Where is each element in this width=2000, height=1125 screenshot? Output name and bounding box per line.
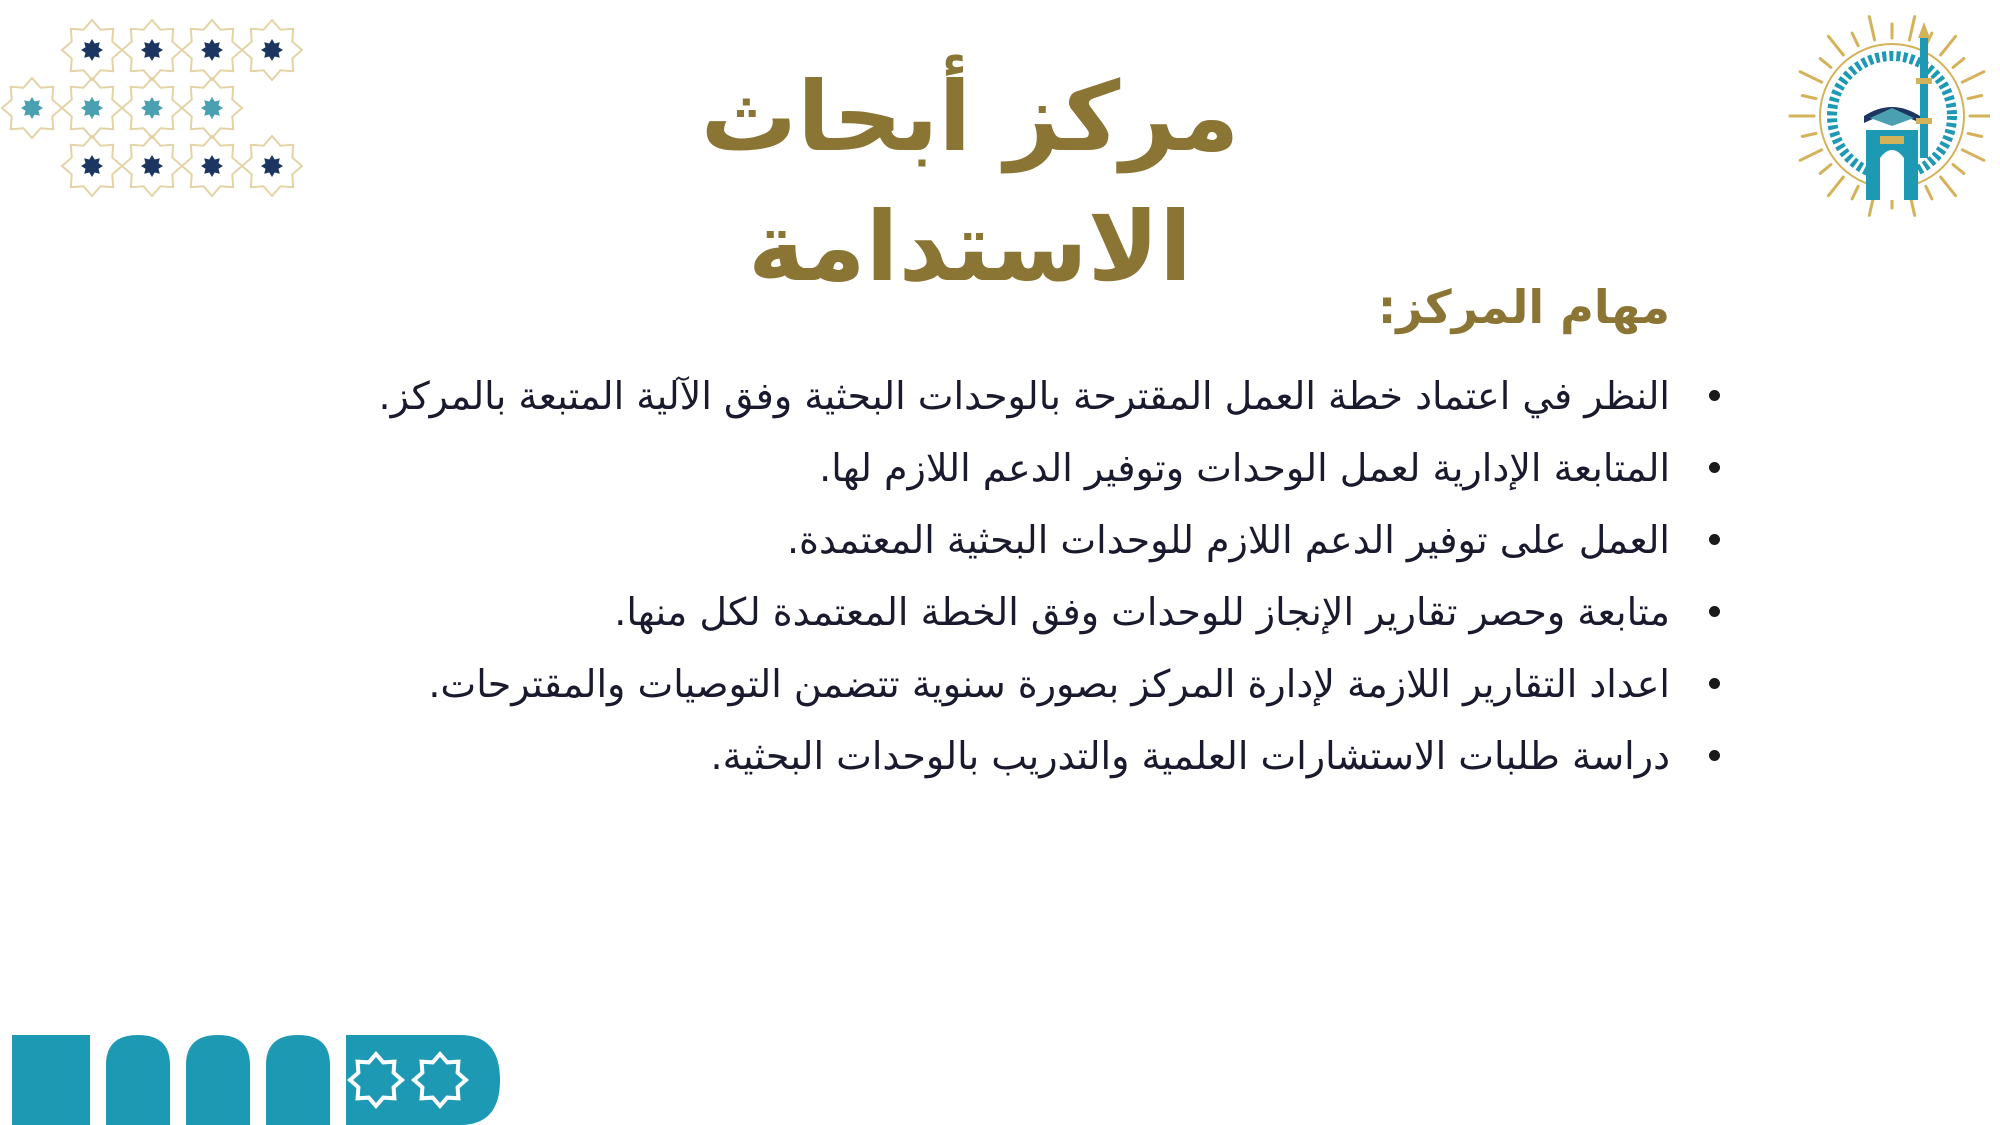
bullet-icon (1709, 534, 1720, 545)
bullet-icon (1709, 462, 1720, 473)
bullet-icon (1709, 678, 1720, 689)
list-item (280, 720, 1720, 792)
list-item (280, 504, 1720, 576)
list-item-text: العمل على توفير الدعم اللازم للوحدات البحثية المعتمدة. (786, 518, 1670, 562)
bullet-icon (1709, 390, 1720, 401)
star-pattern-decoration (0, 10, 310, 200)
list-item (280, 360, 1720, 432)
list-item (280, 648, 1720, 720)
list-item-text: اعداد التقارير اللازمة لإدارة المركز بصورة سنوية تتضمن التوصيات والمقترحات. (428, 662, 1670, 706)
bullet-list (280, 360, 1720, 792)
list-item-text: النظر في اعتماد خطة العمل المقترحة بالوحدات البحثية وفق الآلية المتبعة بالمركز. (378, 374, 1670, 418)
list-item-text: المتابعة الإدارية لعمل الوحدات وتوفير الدعم اللازم لها. (819, 446, 1670, 490)
list-item (280, 432, 1720, 504)
bullet-icon (1709, 606, 1720, 617)
list-item-text: دراسة طلبات الاستشارات العلمية والتدريب بالوحدات البحثية. (710, 734, 1670, 778)
bullet-icon (1709, 750, 1720, 761)
page-title: مركز أبحاث الاستدامة (700, 61, 1240, 303)
university-logo (1780, 8, 1990, 223)
section-heading: مهام المركز: (1377, 280, 1670, 334)
list-item (280, 576, 1720, 648)
list-item-text: متابعة وحصر تقارير الإنجاز للوحدات وفق الخطة المعتمدة لكل منها. (614, 590, 1670, 634)
arches-band-decoration (0, 1035, 500, 1125)
